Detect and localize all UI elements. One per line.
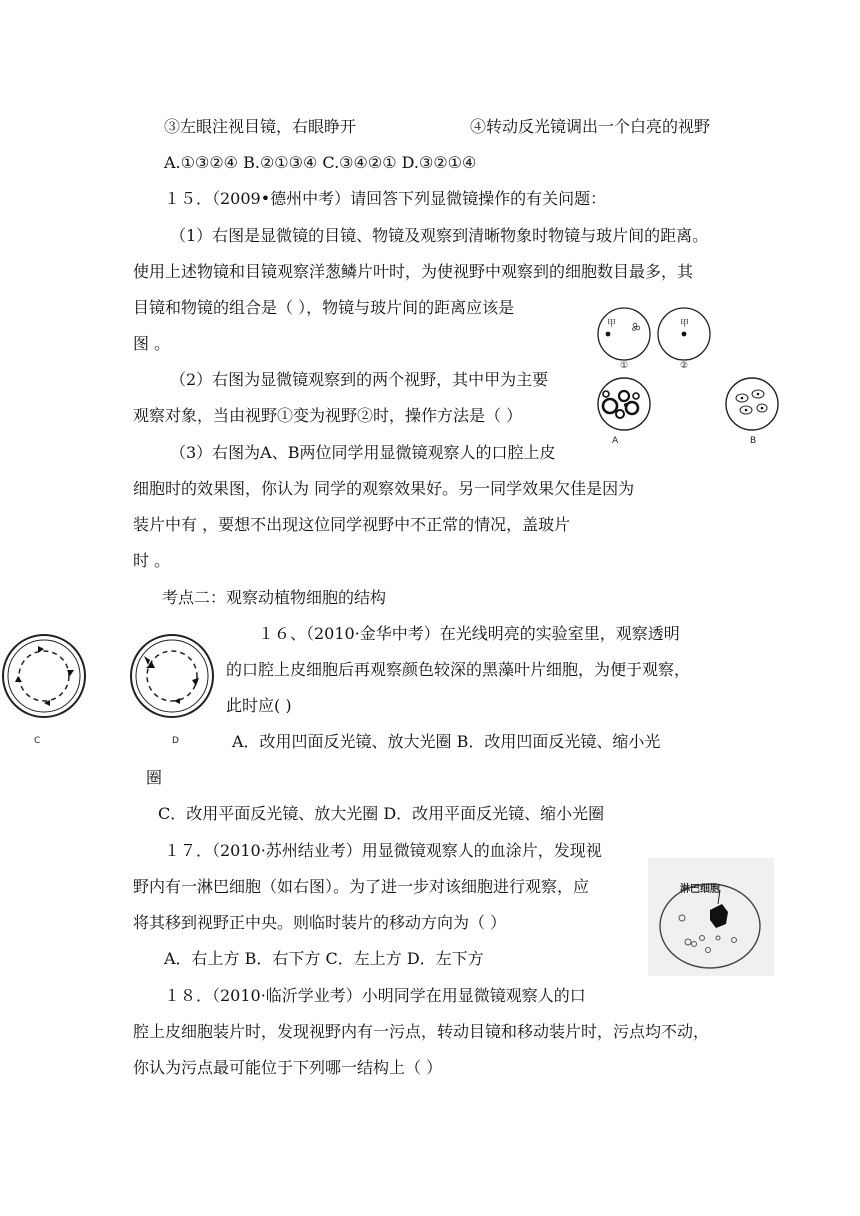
- q15-part3-line3: 装片中有 ，要想不出现这位同学视野中不正常的情况，盖玻片: [133, 515, 571, 534]
- flow-c-label: C: [34, 736, 41, 746]
- field-1-jia-label: 甲: [607, 319, 617, 329]
- q15-part3-line1: （3）右图为A、B两位同学用显微镜观察人的口腔上皮: [170, 443, 556, 462]
- q15-part3-line4: 时 。: [133, 551, 171, 570]
- q15-part1-line2: 使用上述物镜和目镜观察洋葱鳞片叶时，为使视野中观察到的细胞数目最多，其: [133, 262, 694, 281]
- q15-part3-line2: 细胞时的效果图，你认为 同学的观察效果好。另一同学效果欠佳是因为: [133, 479, 635, 498]
- flow-d-label: D: [172, 736, 179, 746]
- cell-view-b: [722, 376, 784, 434]
- option-4-text: ④转动反光镜调出一个白亮的视野: [470, 117, 711, 136]
- question-17-line2: 野内有一淋巴细胞（如右图）。为了进一步对该细胞进行观察，应: [133, 877, 590, 896]
- question-17-line3: 将其移到视野正中央。则临时装片的移动方向为（ ）: [133, 913, 507, 932]
- cytoplasm-flow-c: [0, 632, 90, 722]
- lymphocyte-field-figure: [648, 858, 774, 976]
- question-18-line1: １８．（2010·临沂学业考）小明同学在用显微镜观察人的口: [164, 986, 586, 1005]
- cell-view-b-label: B: [750, 436, 757, 446]
- question-16-line1: １６、（2010·金华中考）在光线明亮的实验室里，观察透明: [258, 624, 680, 643]
- q15-part2-line2: 观察对象，当由视野①变为视野②时，操作方法是（ ）: [133, 406, 523, 425]
- question-18-line3: 你认为污点最可能位于下列哪一结构上（ ）: [133, 1058, 443, 1077]
- question-18-line2: 腔上皮细胞装片时，发现视野内有一污点，转动目镜和移动装片时，污点均不动，: [133, 1022, 710, 1041]
- question-16-line3: 此时应( ): [226, 696, 292, 715]
- option-3-text: ③左眼注视目镜，右眼睁开: [164, 117, 357, 136]
- answer-choices-14: A.①③②④ B.②①③④ C.③④②① D.③②①④: [164, 153, 477, 172]
- q15-part1-line4: 图 。: [133, 334, 171, 353]
- field-2-label: ②: [680, 361, 689, 371]
- section-heading-2: 考点二：观察动植物细胞的结构: [162, 588, 387, 607]
- q15-part1-line3: 目镜和物镜的组合是（ ），物镜与玻片间的距离应该是: [133, 298, 515, 317]
- q15-part2-line1: （2）右图为显微镜观察到的两个视野，其中甲为主要: [170, 370, 549, 389]
- lymphocyte-label: 淋巴细胞: [680, 884, 720, 895]
- question-15-title: １５．（2009•德州中考）请回答下列显微镜操作的有关问题：: [164, 189, 607, 208]
- question-17-line1: １７．（2010·苏州结业考）用显微镜观察人的血涂片，发现视: [164, 841, 602, 860]
- question-17-options: A．右上方 B．右下方 C．左上方 D．左下方: [164, 949, 484, 968]
- cell-view-a: [590, 376, 662, 434]
- question-16-option-b-wrap: 圈: [146, 768, 163, 787]
- cytoplasm-flow-d: [126, 632, 216, 722]
- cell-view-a-label: A: [612, 436, 619, 446]
- q15-part1-line1: （1）右图是显微镜的目镜、物镜及观察到清晰物象时物镜与玻片间的距离。: [170, 226, 709, 245]
- question-16-line2: 的口腔上皮细胞后再观察颜色较深的黑藻叶片细胞，为便于观察，: [226, 660, 691, 679]
- question-16-options-ab: A．改用凹面反光镜、放大光圈 B．改用凹面反光镜、缩小光: [232, 732, 661, 751]
- field-2-jia-label: 甲: [680, 319, 690, 329]
- field-1-label: ①: [620, 361, 629, 371]
- question-16-options-cd: C．改用平面反光镜、放大光圈 D．改用平面反光镜、缩小光圈: [158, 804, 605, 823]
- microscope-fields-figure: [596, 302, 716, 374]
